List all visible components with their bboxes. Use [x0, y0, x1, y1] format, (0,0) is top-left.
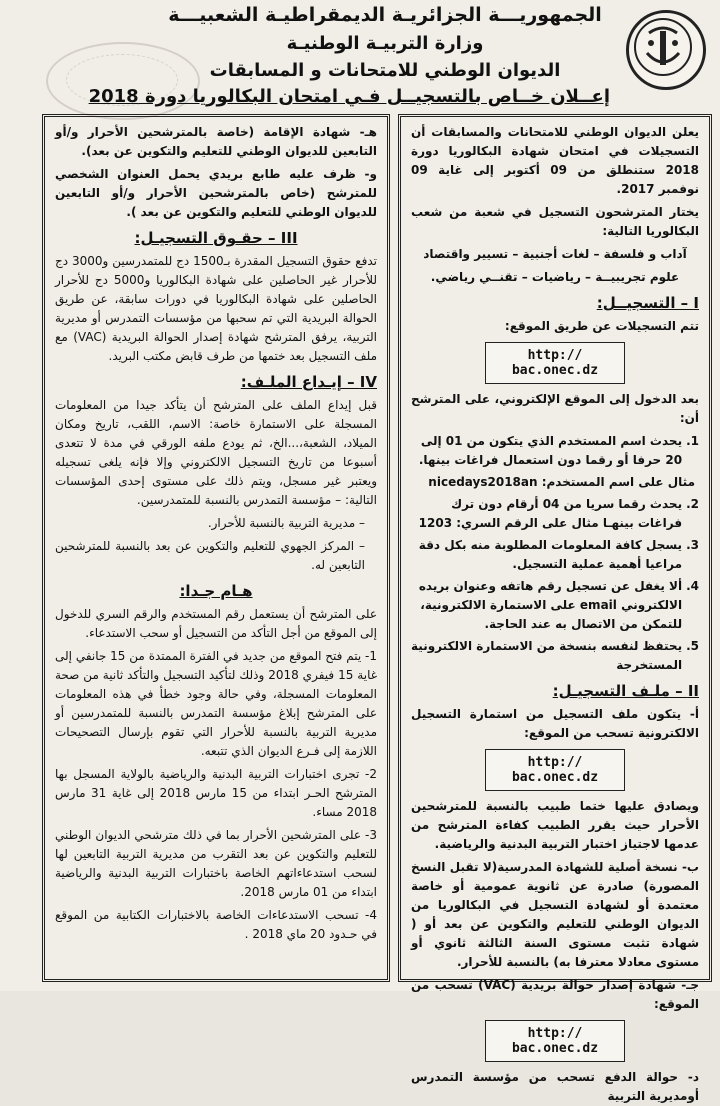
- file-item-c: جـ- شهادة إصدار حوالة بريدية (VAC) تسحب من الموقع:: [411, 978, 700, 1011]
- deposit-text: قبل إيداع الملف على المترشح أن يتأكد جيدا من المعلومات المسجلة على الاستمارة خاصة: الاسم، اللقب، تاريخ ومكان الميلاد، الشعبة،...الخ، ثم يودع ملفه الورقي في مدة لا تتعدى أسبوعا من تاريخ التسجيل الالكتروني وإلا فإنه يلغى تسجيله ويعتبر غير مسجل، ويتم ذلك على مستوى إحدى المؤسسات التالية: – مؤسسة التمدرس بالنسبة للمتمدرسين.: [55, 398, 377, 507]
- item-number: 1.: [686, 434, 699, 448]
- item-text: يحتفظ لنفسه بنسخة من الاستمارة الالكترونية المستخرجة: [411, 639, 683, 672]
- list-item: [411, 473, 699, 492]
- item-text: يسجل كافة المعلومات المطلوبة منه بكل دقة مراعيا أهمية عملية التسجيل.: [418, 538, 683, 571]
- file-item-a-note: ويصادق عليها ختما طبيب بالنسبة للمترشحين الأحرار حيث يقرر الطبيب كفاءة المترشح من عدمها لاجتياز اختبار التربية البدنية والرياضية.: [411, 799, 699, 851]
- important-item-3: 3- على المترشحين الأحرار بما في ذلك مترشحي الديوان الوطني للتعليم والتكوين عن بعد التقرب من مديرية التربية التابعين لها لسحب استدعاءاتهم الخاصة باختبارات التربية البدنية والرياضية ابتداء من 01 مارس 2018.: [55, 828, 377, 899]
- list-item: [411, 577, 699, 634]
- item-number: 3.: [686, 538, 699, 552]
- right-column: [398, 114, 712, 1103]
- list-item: [411, 637, 699, 675]
- republic-name: الجمهوريـــة الجزائريـة الديمقراطيـة الشعبيـــة: [168, 4, 602, 26]
- important-item-4: 4- تسحب الاستدعاءات الخاصة بالاختبارات الكتابية من الموقع في حـدود 20 ماي 2018 .: [55, 908, 377, 941]
- website-url-box[interactable]: http:// bac.onec.dz: [485, 342, 625, 384]
- item-text: يحدث رقما سريا من 04 أرقام دون ترك فراغات بينهـا مثال على الرقم السري: 1203: [418, 497, 683, 530]
- onec-logo-icon: [626, 10, 706, 90]
- important-item-1: 1- يتم فتح الموقع من جديد في الفترة الممتدة من 15 جانفي إلى غاية 15 فيفري 2018 وذلك لتأكيد التسجيل والتأكد ثانية من صحة المعلومات المسجلة، وفي حالة وجود خطأ في هذه المعلومات على المترشح إبلاغ مؤسسة التمدرس بالنسبة للمتمدرسين أو مديرية التربية بالنسبة للأحرار التي تقوم بإرسال التصحيحات اللازمة إلى فـرع الديوان الذي تتبعه.: [55, 649, 378, 758]
- intro-text: يعلن الديوان الوطني للامتحانات والمسابقات أن التسجيلات في امتحان شهادة البكالوريا دورة 2018 ستنطلق من 09 أكتوبر إلى غاية 09 نوفمبر 2017.: [411, 125, 699, 196]
- list-item: [411, 432, 699, 470]
- item-number: 5.: [686, 639, 699, 653]
- important-intro: على المترشح أن يستعمل رقم المستخدم والرقم السري للدخول إلى الموقع من أجل التأكد من التسجيل أو سحب الاستدعاء.: [55, 607, 377, 640]
- fees-text: تدفع حقوق التسجيل المقدرة بـ1500 دج للمتمدرسين و3000 دج للأحرار غير الحاصلين على شهادة البكالوريا و5000 دج للأحرار الحاصلين على شهادة البكالوريا في دورات سابقة، عن طريق الحوالة البريدية التي تم سحبها من مؤسسات التمدرس أو مديرية التربية، يرفق المترشح شهادة إصدار الحوالة البريدية (VAC) مع ملف التسجيل بعد ختمها من طرف قابض مكتب البريد.: [55, 254, 378, 363]
- document-title: إعــلان خــاص بالتسجيــل فـي امتحان البكالوريا دورة 2018: [88, 86, 610, 107]
- section-file-title: II – ملـف التسجيـل:: [552, 682, 699, 700]
- file-item-d: د- حوالة الدفع تسحب من مؤسسة التمدرس أومديرية التربية: [411, 1070, 699, 1103]
- list-item: [411, 536, 699, 574]
- file-item-w: و- ظرف عليه طابع بريدي يحمل العنوان الشخصي للمترشح (خاص بالمترشحين الأحرار و/أو التابعين للديوان الوطني للتعليم والتكوين عن بعد ).: [55, 167, 377, 219]
- item-text: ألا يغفل عن تسجيل رقم هاتفه وعنوان بريده الالكتروني email على الاستمارة الالكترونية، للتمكن من الاتصال به عند الحاجة.: [418, 579, 683, 631]
- item-number: 4.: [686, 579, 699, 593]
- list-item: [411, 495, 699, 533]
- item-number: 2.: [686, 497, 699, 511]
- section-fees-title: III – حقـوق التسجيـل:: [134, 229, 298, 247]
- item-text: مثال على اسم المستخدم: nicedays2018an: [428, 475, 695, 489]
- registration-lead: تتم التسجيلات عن طريق الموقع:: [504, 319, 699, 333]
- registration-after: بعد الدخول إلى الموقع الإلكتروني، على المترشح أن:: [411, 392, 699, 425]
- deposit-option-3: – المركز الجهوي للتعليم والتكوين عن بعد بالنسبة للمترشحين التابعين له.: [55, 539, 365, 572]
- important-item-2: 2- تجرى اختبارات التربية البدنية والرياضية بالولاية المسجل بها المترشح الحـر ابتداء من 15 مارس 2018 إلى غاية 31 مارس 2018 مساء.: [55, 767, 378, 819]
- important-title: هـام جـدا:: [179, 582, 253, 600]
- section-deposit-title: IV – إيـداع الملـف:: [240, 373, 377, 391]
- item-text: يحدث اسم المستخدم الذي يتكون من 01 إلى 20 حرفا أو رقما دون استعمال فراغات بينها.: [418, 434, 683, 467]
- website-url-box[interactable]: http:// bac.onec.dz: [485, 1020, 625, 1062]
- file-item-h: هـ- شهادة الإقامة (خاصة بالمترشحين الأحرار و/أو التابعين للديوان الوطني للتعليم والتكوين عن بعد).: [55, 125, 377, 158]
- file-item-a: أ- يتكون ملف التسجيل من استمارة التسجيل الالكترونية تسحب من الموقع:: [411, 707, 699, 740]
- office-name: الديوان الوطني للامتحانات و المسابقات: [209, 60, 561, 81]
- streams-line-1: آداب و فلسفة – لغات أجنبية – تسيير واقتصاد: [423, 247, 687, 261]
- section-registration-title: I – التسجيــل:: [596, 294, 699, 312]
- document-header: [0, 0, 720, 112]
- file-item-b: ب- نسخة أصلية للشهادة المدرسية(لا تقبل النسخ المصورة) صادرة عن ثانوية عمومية أو خاصة معتمدة أو لشهادة التسجيل في البكالوريا من الديوان الوطني للتعليم والتكوين عن بعد أو ( شهادة تثبت مستوى السنة الثالثة ثانوي أو مستوى معادلا معترفا به) بالنسبة للأحرار.: [411, 860, 699, 969]
- left-column: [42, 114, 390, 982]
- ministry-name: وزارة التربيـة الوطنيـة: [286, 33, 484, 54]
- deposit-option-2: – مديرية التربية بالنسبة للأحرار.: [207, 516, 365, 530]
- streams-line-2: علوم تجريبيــة – رياضيات – تقنــي رياضي.: [430, 270, 680, 284]
- website-url-box[interactable]: http:// bac.onec.dz: [485, 749, 625, 791]
- streams-intro: يختار المترشحون التسجيل في شعبة من شعب البكالوريا التالية:: [411, 205, 699, 238]
